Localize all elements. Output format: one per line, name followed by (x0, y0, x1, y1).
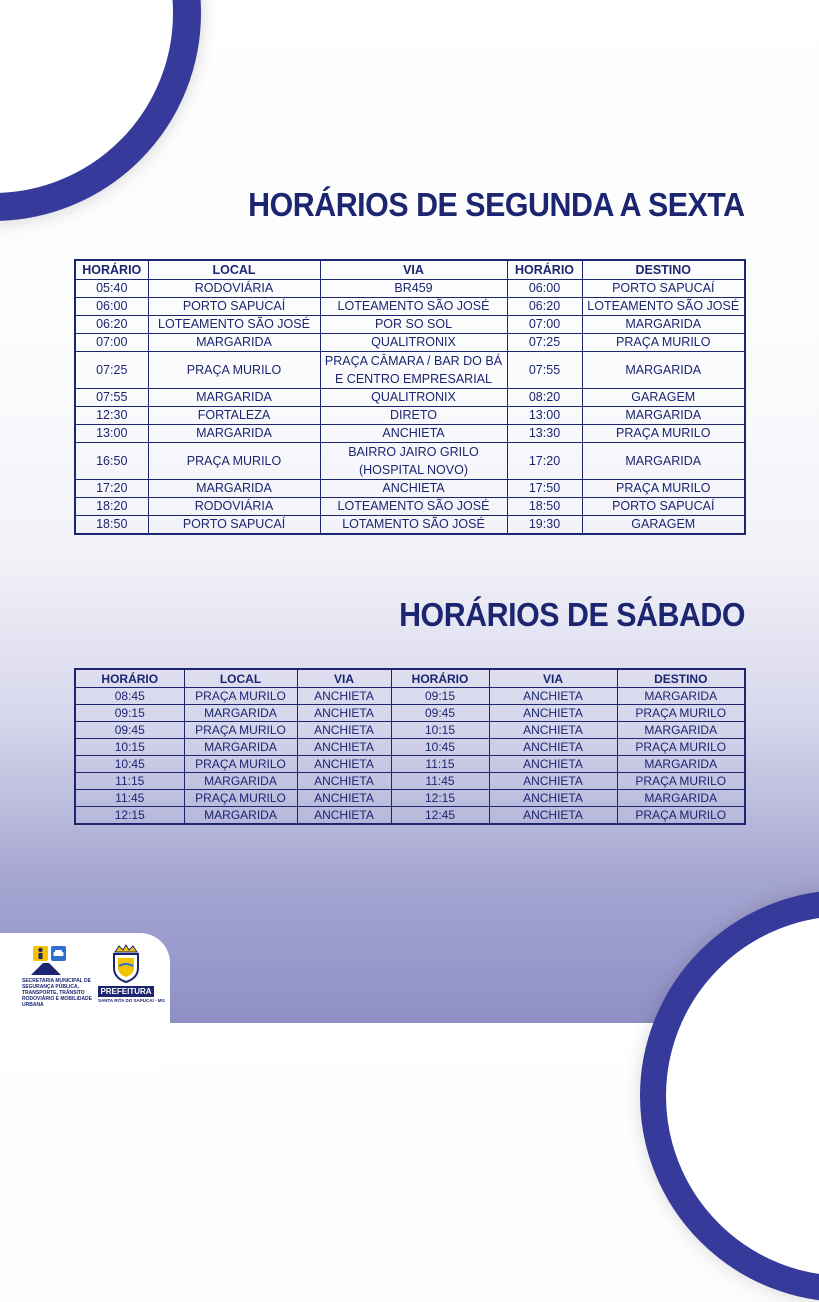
table-cell: 12:15 (391, 790, 489, 807)
table-cell: BR459 (320, 280, 507, 298)
table-cell: MARGARIDA (617, 722, 745, 739)
header-cell: VIA (489, 669, 617, 688)
table-cell: MARGARIDA (148, 425, 320, 443)
table-cell: 13:30 (507, 425, 582, 443)
table-cell: ANCHIETA (297, 739, 391, 756)
table-cell: PRAÇA MURILO (617, 807, 745, 825)
table-cell: PRAÇA MURILO (148, 443, 320, 480)
header-cell: HORÁRIO (507, 260, 582, 280)
table-cell: MARGARIDA (184, 807, 297, 825)
table-cell: 17:50 (507, 480, 582, 498)
table-cell: MARGARIDA (184, 739, 297, 756)
table-cell: LOTEAMENTO SÃO JOSÉ (582, 298, 745, 316)
table-row (75, 280, 745, 298)
table-cell: ANCHIETA (489, 790, 617, 807)
table-cell: 09:15 (391, 688, 489, 705)
decorative-circle-top-left (0, 0, 201, 221)
header-cell: LOCAL (184, 669, 297, 688)
table-cell: 06:20 (75, 316, 148, 334)
table-cell: ANCHIETA (489, 739, 617, 756)
table-header-row (75, 260, 745, 280)
table-cell: MARGARIDA (617, 688, 745, 705)
table-cell: ANCHIETA (297, 722, 391, 739)
table-cell: 10:15 (391, 722, 489, 739)
table-cell: PORTO SAPUCAÍ (582, 498, 745, 516)
table-cell: PRAÇA MURILO (184, 790, 297, 807)
table-row (75, 334, 745, 352)
table-cell: 05:40 (75, 280, 148, 298)
table-cell: 13:00 (507, 407, 582, 425)
table-header-row (75, 669, 745, 688)
table-row (75, 516, 745, 535)
table-cell: 07:55 (507, 352, 582, 389)
table-cell: 10:15 (75, 739, 184, 756)
table-cell: LOTEAMENTO SÃO JOSÉ (320, 498, 507, 516)
table-cell: DIRETO (320, 407, 507, 425)
table-cell: GARAGEM (582, 516, 745, 535)
table-cell: PRAÇA MURILO (617, 705, 745, 722)
table-cell: 18:50 (507, 498, 582, 516)
table-cell: 17:20 (75, 480, 148, 498)
table-cell: 11:15 (75, 773, 184, 790)
table-cell: RODOVIÁRIA (148, 280, 320, 298)
secretaria-logo (22, 946, 94, 1014)
table-cell: 07:00 (507, 316, 582, 334)
table-cell: MARGARIDA (582, 352, 745, 389)
car-icon (51, 946, 66, 961)
table-cell: PRAÇA CÂMARA / BAR DO BÁ E CENTRO EMPRESARIAL (320, 352, 507, 389)
table-cell: GARAGEM (582, 389, 745, 407)
table-cell: MARGARIDA (582, 443, 745, 480)
table-cell: MARGARIDA (617, 756, 745, 773)
table-cell: 07:25 (507, 334, 582, 352)
table-row (75, 425, 745, 443)
table-cell: 06:00 (75, 298, 148, 316)
prefeitura-label: PREFEITURA (98, 986, 154, 997)
prefeitura-logo (98, 944, 165, 1014)
table-cell: LOTEAMENTO SÃO JOSÉ (148, 316, 320, 334)
table-cell: BAIRRO JAIRO GRILO (HOSPITAL NOVO) (320, 443, 507, 480)
table-row (75, 705, 745, 722)
person-icon (33, 946, 48, 961)
table-cell: POR SO SOL (320, 316, 507, 334)
table-cell: FORTALEZA (148, 407, 320, 425)
header-cell: LOCAL (148, 260, 320, 280)
table-cell: 13:00 (75, 425, 148, 443)
weekday-schedule-table (74, 259, 746, 535)
table-cell: ANCHIETA (297, 790, 391, 807)
table-cell: 07:55 (75, 389, 148, 407)
table-cell: PRAÇA MURILO (617, 739, 745, 756)
saturday-schedule-table (74, 668, 746, 825)
table-cell: ANCHIETA (297, 807, 391, 825)
header-cell: HORÁRIO (391, 669, 489, 688)
table-cell: 11:45 (75, 790, 184, 807)
table-cell: ANCHIETA (320, 425, 507, 443)
table-cell: MARGARIDA (148, 480, 320, 498)
table-cell: MARGARIDA (617, 790, 745, 807)
table-cell: 08:20 (507, 389, 582, 407)
table-cell: 12:45 (391, 807, 489, 825)
table-row (75, 407, 745, 425)
table-row (75, 722, 745, 739)
table-row (75, 352, 745, 389)
table-cell: ANCHIETA (489, 688, 617, 705)
table-cell: PORTO SAPUCAÍ (148, 516, 320, 535)
table-cell: 09:15 (75, 705, 184, 722)
table-cell: 06:00 (507, 280, 582, 298)
saturday-title: HORÁRIOS DE SÁBADO (399, 596, 745, 633)
table-cell: 11:15 (391, 756, 489, 773)
table-cell: MARGARIDA (184, 705, 297, 722)
table-row (75, 739, 745, 756)
table-cell: RODOVIÁRIA (148, 498, 320, 516)
table-cell: PRAÇA MURILO (184, 756, 297, 773)
table-cell: MARGARIDA (582, 407, 745, 425)
table-cell: MARGARIDA (582, 316, 745, 334)
table-row (75, 298, 745, 316)
table-cell: 17:20 (507, 443, 582, 480)
table-cell: ANCHIETA (489, 722, 617, 739)
table-row (75, 316, 745, 334)
table-cell: PORTO SAPUCAÍ (148, 298, 320, 316)
header-cell: DESTINO (582, 260, 745, 280)
header-cell: VIA (297, 669, 391, 688)
table-cell: ANCHIETA (297, 688, 391, 705)
table-row (75, 480, 745, 498)
table-cell: PRAÇA MURILO (148, 352, 320, 389)
table-cell: ANCHIETA (489, 756, 617, 773)
table-cell: 18:50 (75, 516, 148, 535)
table-cell: 16:50 (75, 443, 148, 480)
table-cell: PRAÇA MURILO (582, 334, 745, 352)
table-cell: 19:30 (507, 516, 582, 535)
table-cell: 11:45 (391, 773, 489, 790)
table-cell: 08:45 (75, 688, 184, 705)
table-cell: PRAÇA MURILO (582, 480, 745, 498)
table-cell: PRAÇA MURILO (617, 773, 745, 790)
header-cell: DESTINO (617, 669, 745, 688)
table-cell: ANCHIETA (489, 807, 617, 825)
table-row (75, 389, 745, 407)
table-cell: PRAÇA MURILO (184, 688, 297, 705)
table-cell: 07:00 (75, 334, 148, 352)
table-cell: MARGARIDA (148, 389, 320, 407)
table-cell: MARGARIDA (148, 334, 320, 352)
table-cell: ANCHIETA (320, 480, 507, 498)
table-cell: 12:15 (75, 807, 184, 825)
table-cell: 10:45 (75, 756, 184, 773)
table-cell: 07:25 (75, 352, 148, 389)
road-icon (31, 963, 61, 975)
weekday-title: HORÁRIOS DE SEGUNDA A SEXTA (248, 186, 745, 223)
table-row (75, 807, 745, 825)
table-cell: 09:45 (75, 722, 184, 739)
table-row (75, 498, 745, 516)
crest-icon (109, 944, 143, 984)
header-cell: VIA (320, 260, 507, 280)
decorative-circle-bottom-right (640, 890, 819, 1302)
table-row (75, 790, 745, 807)
table-cell: 09:45 (391, 705, 489, 722)
table-row (75, 688, 745, 705)
table-cell: 10:45 (391, 739, 489, 756)
table-cell: ANCHIETA (297, 705, 391, 722)
table-row (75, 443, 745, 480)
table-cell: ANCHIETA (297, 756, 391, 773)
prefeitura-sub: SANTA RITA DO SAPUCAÍ - MG (98, 998, 165, 1003)
header-cell: HORÁRIO (75, 260, 148, 280)
secretaria-text: SECRETARIA MUNICIPAL DE SEGURANÇA PÚBLICA, TRANSPORTE, TRÂNSITO RODOVIÁRIO E MOBILIDADE URBANA (22, 978, 93, 1008)
table-cell: MARGARIDA (184, 773, 297, 790)
table-cell: 12:30 (75, 407, 148, 425)
table-cell: ANCHIETA (489, 705, 617, 722)
table-cell: LOTEAMENTO SÃO JOSÉ (320, 298, 507, 316)
table-row (75, 773, 745, 790)
table-cell: PORTO SAPUCAÍ (582, 280, 745, 298)
table-cell: QUALITRONIX (320, 334, 507, 352)
table-row (75, 756, 745, 773)
header-cell: HORÁRIO (75, 669, 184, 688)
table-cell: 18:20 (75, 498, 148, 516)
table-cell: LOTAMENTO SÃO JOSÉ (320, 516, 507, 535)
table-cell: ANCHIETA (297, 773, 391, 790)
table-cell: QUALITRONIX (320, 389, 507, 407)
table-cell: PRAÇA MURILO (184, 722, 297, 739)
table-cell: PRAÇA MURILO (582, 425, 745, 443)
table-cell: ANCHIETA (489, 773, 617, 790)
table-cell: 06:20 (507, 298, 582, 316)
